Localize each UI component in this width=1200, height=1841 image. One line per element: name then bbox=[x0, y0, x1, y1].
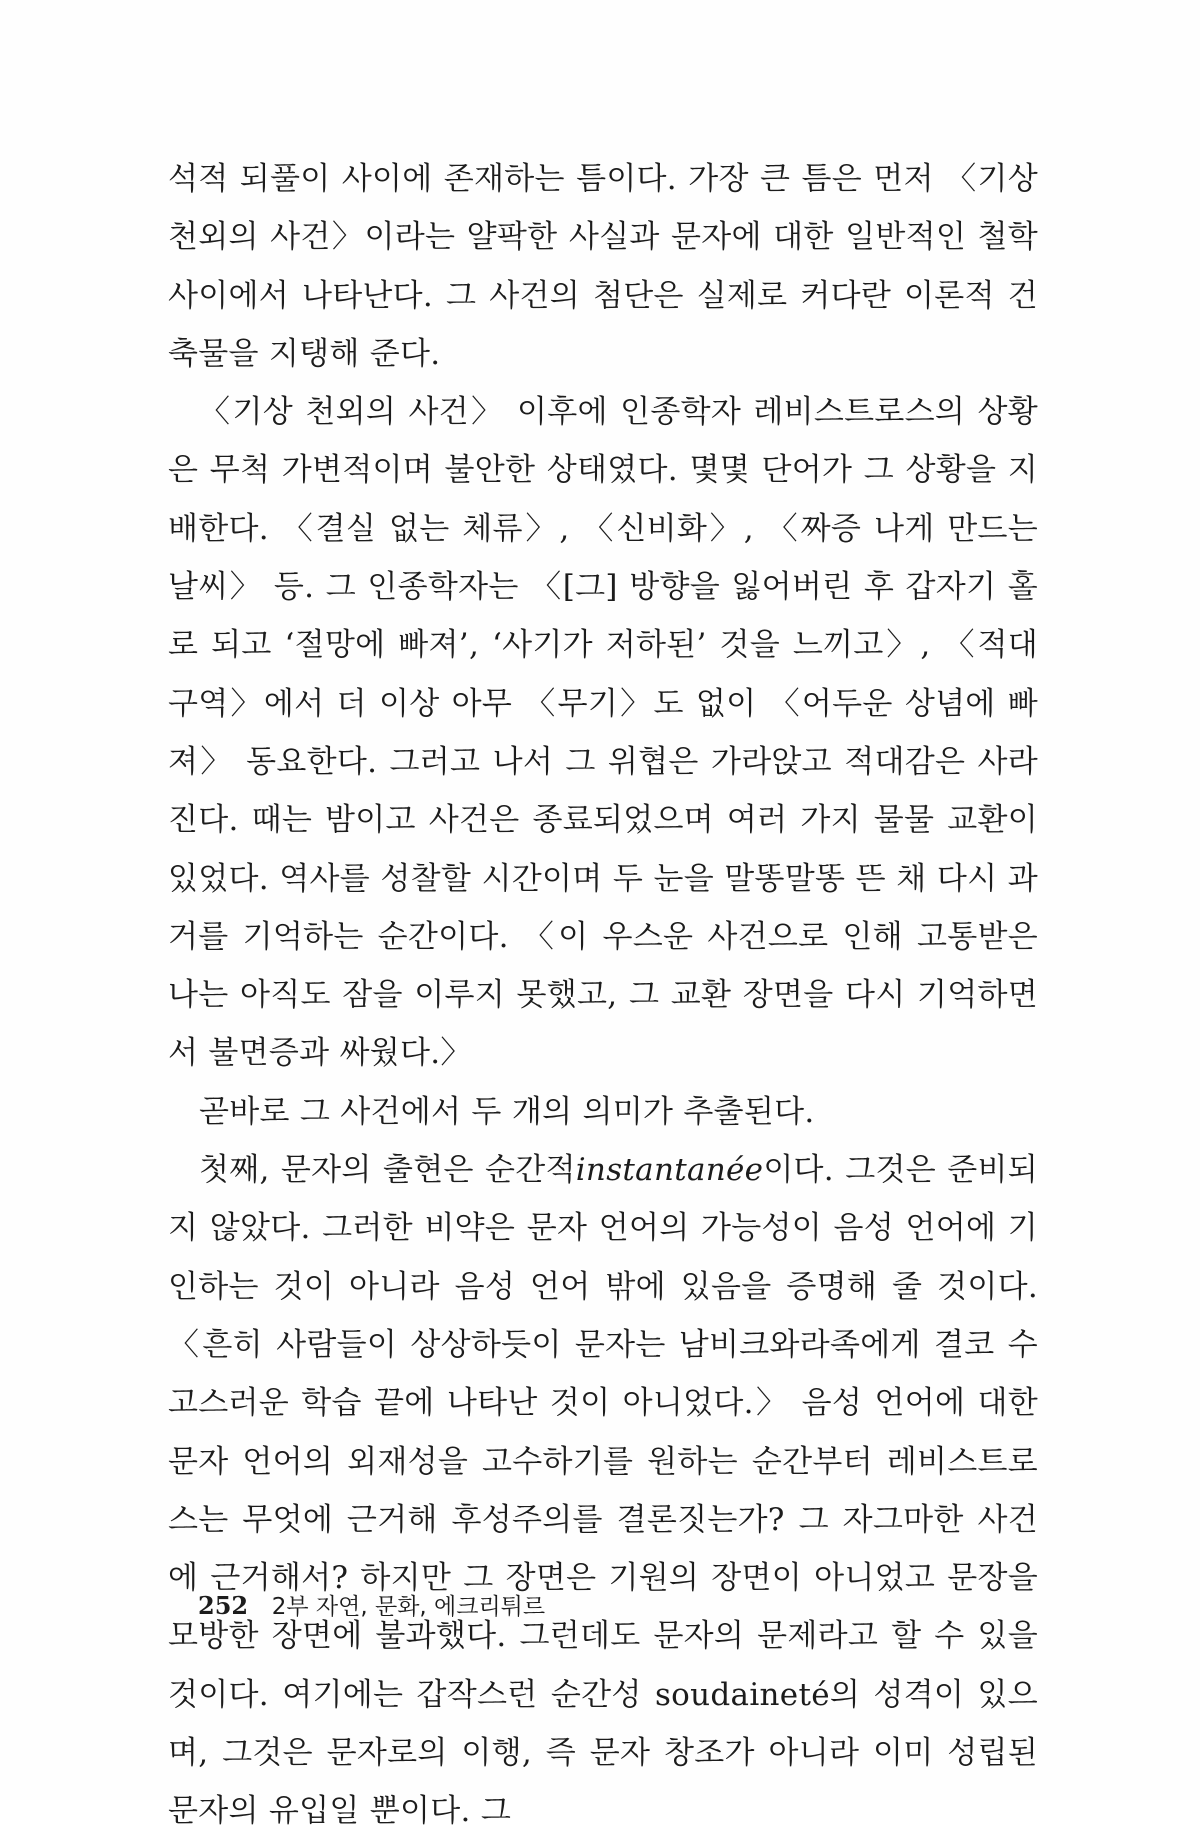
paragraph-4-start: 첫째, 문자의 출현은 순간적 bbox=[199, 1152, 576, 1189]
page-number: 252 bbox=[198, 1591, 249, 1620]
paragraph-3: 곧바로 그 사건에서 두 개의 의미가 추출된다. bbox=[199, 1093, 815, 1130]
running-footer-title: 2부 자연, 문화, 에크리튀르 bbox=[271, 1594, 546, 1620]
italic-term: instantanée bbox=[575, 1152, 764, 1189]
paragraph-1: 석적 되풀이 사이에 존재하는 틈이다. 가장 큰 틈은 먼저 〈기상 천외의 사건〉이라는 얄팍한 사실과 문자에 대한 일반적인 철학 사이에서 나타난다. 그 사건의 첨단은 실제로 커다란 이론적 건축물을 지탱해 준다. bbox=[168, 161, 1038, 372]
paragraph-4 bbox=[168, 1141, 1038, 1841]
paragraph-2: 〈기상 천외의 사건〉 이후에 인종학자 레비스트로스의 상황은 무척 가변적이며 불안한 상태였다. 몇몇 단어가 그 상황을 지배한다. 〈결실 없는 체류〉, 〈신비화〉, 〈짜증 나게 만드는 날씨〉 등. 그 인종학자는 〈[그] 방향을 잃어버린 후 갑자기 홀로 되고 ‘절망에 빠져’, ‘사기가 저하된’ 것을 느끼고〉, 〈적대 구역〉에서 더 이상 아무 〈무기〉도 없이 〈어두운 상념에 빠져〉 동요한다. 그러고 나서 그 위협은 가라앉고 적대감은 사라진다. 때는 밤이고 사건은 종료되었으며 여러 가지 물물 교환이 있었다. 역사를 성찰할 시간이며 두 눈을 말똥말똥 뜬 채 다시 과거를 기억하는 순간이다. 〈이 우스운 사건으로 인해 고통받은 나는 아직도 잠을 이루지 못했고, 그 교환 장면을 다시 기억하면서 불면증과 싸웠다.〉 bbox=[168, 394, 1038, 1072]
paragraph-4-rest: 이다. 그것은 준비되지 않았다. 그러한 비약은 문자 언어의 가능성이 음성 언어에 기인하는 것이 아니라 음성 언어 밖에 있음을 증명해 줄 것이다. 〈흔히 사람들이 상상하듯이 문자는 남비크와라족에게 결코 수고스러운 학습 끝에 나타난 것이 아니었다.〉 음성 언어에 대한 문자 언어의 외재성을 고수하기를 원하는 순간부터 레비스트로스는 무엇에 근거해 후성주의를 결론짓는가? 그 자그마한 사건에 근거해서? 하지만 그 장면은 기원의 장면이 아니었고 문장을 모방한 장면에 불과했다. 그런데도 문자의 문제라고 할 수 있을 것이다. 여기에는 갑작스런 순간성 soudaineté의 성격이 있으며, 그것은 문자로의 이행, 즉 문자 창조가 아니라 이미 성립된 문자의 유입일 뿐이다. 그 bbox=[168, 1152, 1038, 1830]
page-footer bbox=[198, 1588, 545, 1621]
